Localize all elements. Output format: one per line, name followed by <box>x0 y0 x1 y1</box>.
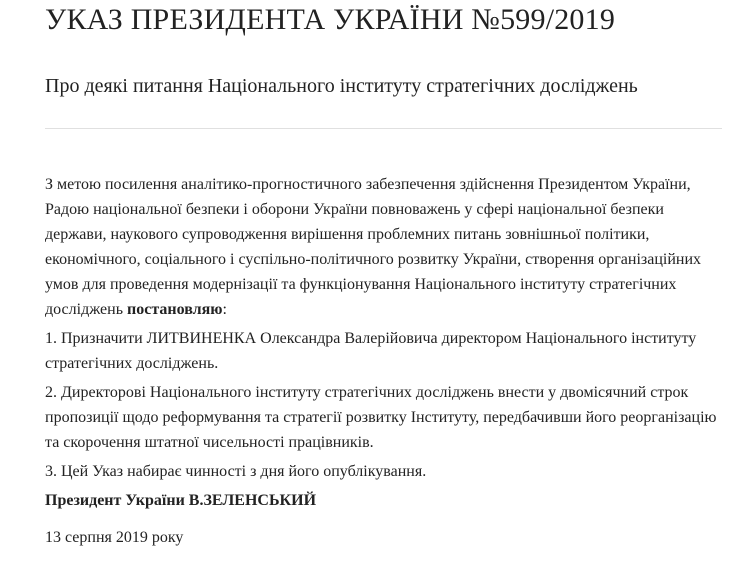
preamble-colon: : <box>222 301 227 318</box>
decree-item-2: 2. Директорові Національного інституту стратегічних досліджень внести у двомісячний строк пропозиції щодо реформування та стратегії розвитку Інституту, передбачивши його реорганізацію та скорочення штатної чисельності працівників. <box>45 384 717 451</box>
preamble-paragraph <box>45 172 722 322</box>
divider <box>45 128 722 129</box>
decree-date: 13 серпня 2019 року <box>45 529 184 546</box>
decree-subtitle: Про деякі питання Національного інституту стратегічних досліджень <box>45 75 638 97</box>
page-title: УКАЗ ПРЕЗИДЕНТА УКРАЇНИ №599/2019 <box>45 3 616 36</box>
signature-line: Президент України В.ЗЕЛЕНСЬКИЙ <box>45 492 317 509</box>
decree-item-3: 3. Цей Указ набирає чинності з дня його опублікування. <box>45 463 427 480</box>
preamble-text: З метою посилення аналітико-прогностичного забезпечення здійснення Президентом України, Радою національної безпеки і оборони України повноважень у сфері національної безпеки держави, наукового супроводження вирішення проблемних питань зовнішньої політики, економічного, соціального і суспільно-політичного розвитку України, створення організаційних умов для проведення модернізації та функціонування Національного інституту стратегічних досліджень <box>45 176 702 318</box>
decree-body <box>45 172 722 550</box>
preamble-bold-word: постановляю <box>127 301 223 318</box>
decree-item-1: 1. Призначити ЛИТВИНЕНКА Олександра Валерійовича директором Національного інституту стратегічних досліджень. <box>45 330 697 372</box>
